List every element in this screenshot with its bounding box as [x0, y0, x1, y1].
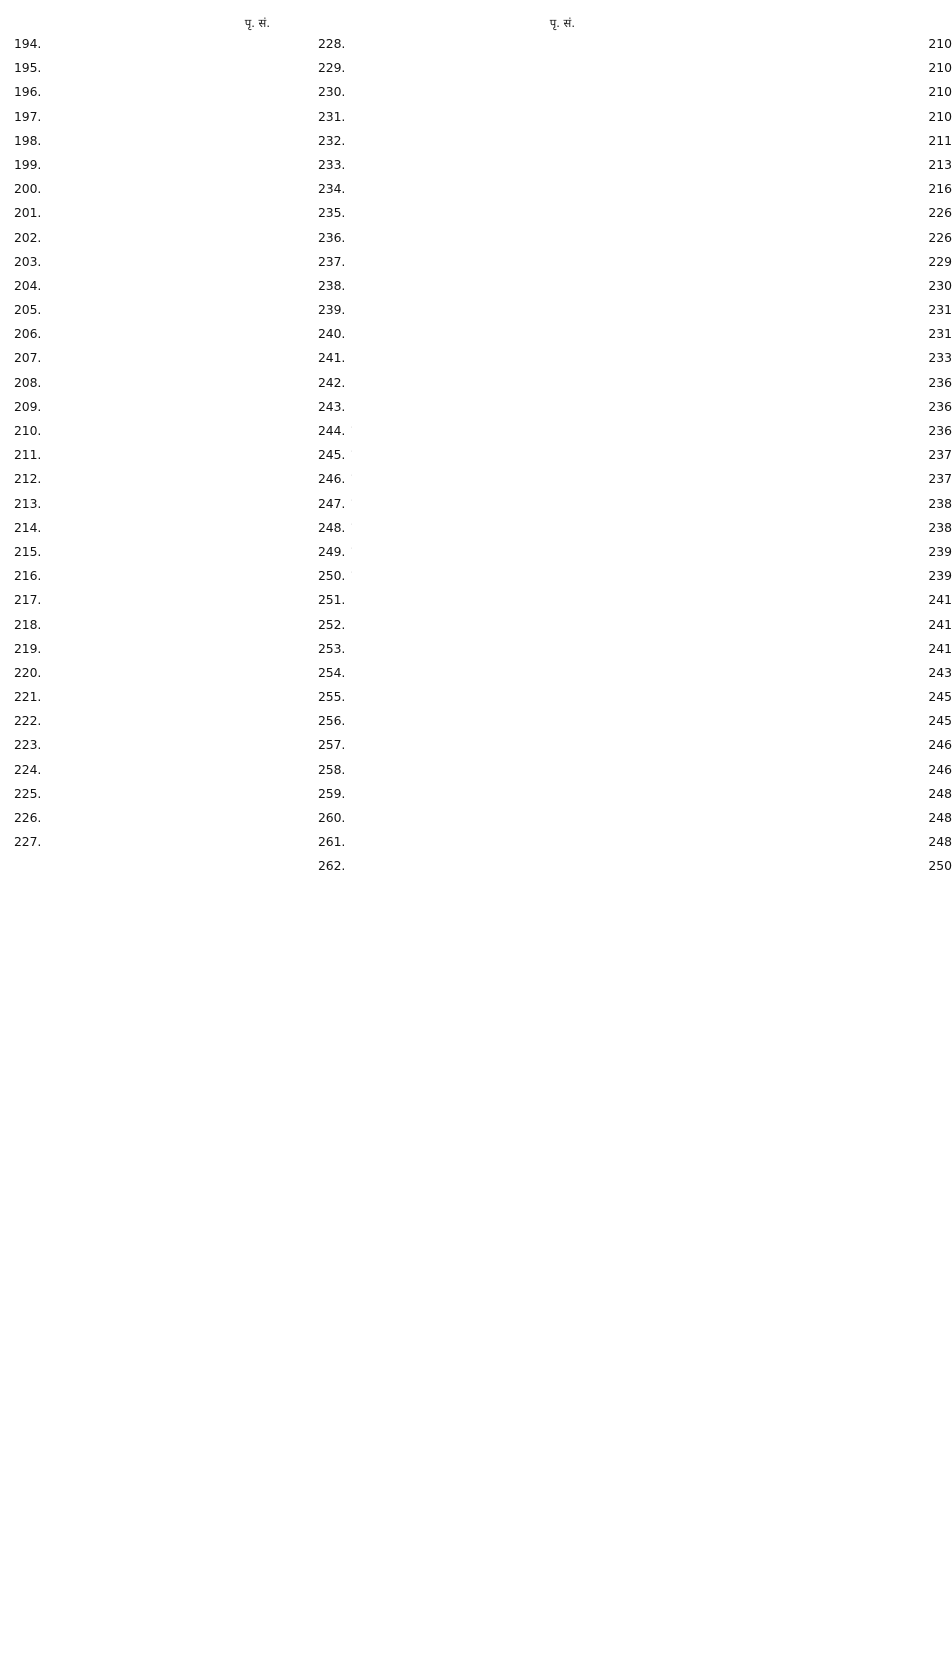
index-entry-page-number: 238	[352, 516, 952, 1340]
index-entry-number: 209.	[14, 398, 42, 414]
index-entry-number: 206.	[14, 326, 42, 342]
index-entry-number: 243.	[318, 398, 346, 414]
index-entry	[14, 129, 270, 153]
index-entry	[318, 443, 952, 467]
index-entry-page-number: 237	[352, 443, 952, 1267]
index-entry	[318, 250, 952, 274]
index-entry	[14, 322, 270, 346]
index-entry-page-number: 245	[352, 709, 952, 1533]
index-entry-page-number: 236	[352, 419, 952, 1243]
index-entry-page-number: 230	[352, 274, 952, 1098]
index-entry-number: 200.	[14, 181, 42, 197]
index-entry-number: 242.	[318, 374, 346, 390]
index-entry	[14, 637, 270, 661]
index-entry	[318, 201, 952, 225]
index-entry-number: 220.	[14, 664, 42, 680]
index-entry-page-number: 248	[352, 806, 952, 1630]
index-entry-page-number: 239	[352, 564, 952, 1388]
index-entry-number: 223.	[14, 737, 42, 753]
index-entry-number: 227.	[14, 834, 42, 850]
index-entry-page-number: 248	[352, 782, 952, 1606]
index-entry	[14, 80, 270, 104]
index-entry	[14, 492, 270, 516]
index-entry	[14, 298, 270, 322]
index-entry-number: 257.	[318, 737, 346, 753]
index-entry-page-number: 216	[352, 177, 952, 1001]
index-entry	[318, 105, 952, 129]
index-entry-number: 199.	[14, 156, 42, 172]
index-entry-number: 252.	[318, 616, 346, 632]
index-entry	[318, 709, 952, 733]
index-entry	[14, 250, 270, 274]
index-entry	[14, 56, 270, 80]
index-entry-number: 219.	[14, 640, 42, 656]
index-entry-number: 203.	[14, 253, 42, 269]
index-entry-number: 245.	[318, 447, 346, 463]
index-entry	[14, 177, 270, 201]
index-entry-page-number: 243	[352, 661, 952, 1485]
page-number-column-header-right: पृ. सं.	[549, 16, 575, 30]
index-entry-number: 233.	[318, 156, 346, 172]
index-entry	[14, 395, 270, 419]
index-entry-page-number: 245	[352, 685, 952, 1509]
index-entry-number: 239.	[318, 302, 346, 318]
index-entry-page-number: 241	[352, 637, 952, 1461]
page-number-column-header-left: पृ. सं.	[244, 16, 270, 30]
index-entry-page-number: 250	[352, 854, 952, 1678]
index-entry-number: 194.	[14, 36, 42, 51]
index-entry-number: 240.	[318, 326, 346, 342]
index-column-left	[0, 0, 300, 850]
index-entry-number: 251.	[318, 592, 346, 608]
index-entry-page-number: 229	[352, 250, 952, 1074]
index-entry-number: 234.	[318, 181, 346, 197]
index-entry	[14, 588, 270, 612]
index-entry-page-number: 246	[352, 758, 952, 1582]
index-entry	[14, 443, 270, 467]
index-entry-number: 216.	[14, 568, 42, 584]
index-entry	[318, 588, 952, 612]
index-entry	[318, 274, 952, 298]
index-entry-page-number: 233	[352, 346, 952, 1170]
index-entry	[14, 733, 270, 757]
index-entry	[318, 371, 952, 395]
index-entry-number: 248.	[318, 519, 346, 535]
index-entry	[318, 540, 952, 564]
index-entry-page-number: 211	[352, 129, 952, 953]
index-entry-number: 208.	[14, 374, 42, 390]
index-entry-number: 212.	[14, 471, 42, 487]
index-entry-number: 225.	[14, 785, 42, 801]
index-entry-number: 238.	[318, 277, 346, 293]
index-entry-number: 217.	[14, 592, 42, 608]
index-entry	[14, 346, 270, 370]
index-entry-number: 207.	[14, 350, 42, 366]
index-entry	[318, 516, 952, 540]
index-entry-page-number: 246	[352, 733, 952, 1557]
index-entry-number: 222.	[14, 713, 42, 729]
index-entry	[318, 661, 952, 685]
index-entry-number: 244.	[318, 423, 346, 438]
index-entry	[318, 419, 952, 443]
index-entry-number: 261.	[318, 834, 346, 850]
index-entry-page-number: 210	[352, 105, 952, 929]
index-entry	[318, 854, 952, 878]
index-entry-number: 202.	[14, 229, 42, 245]
index-entry	[318, 806, 952, 830]
index-entry	[318, 733, 952, 757]
index-entry-page-number: 239	[352, 540, 952, 1364]
index-entry	[14, 758, 270, 782]
index-entry	[318, 153, 952, 177]
index-entry-page-number: 210	[352, 56, 952, 880]
index-entry	[318, 32, 952, 56]
index-entry	[318, 322, 952, 346]
index-entry-number: 195.	[14, 60, 42, 76]
index-entry-page-number: 213	[352, 153, 952, 977]
index-entry	[318, 346, 952, 370]
index-entry	[14, 806, 270, 830]
index-entry-number: 235.	[318, 205, 346, 221]
index-entry-number: 197.	[14, 108, 42, 124]
index-entry	[14, 32, 270, 56]
index-entry-page-number: 231	[352, 298, 952, 1122]
index-entry-number: 214.	[14, 519, 42, 535]
index-entry	[318, 80, 952, 104]
index-entry	[14, 685, 270, 709]
index-entry-number: 246.	[318, 471, 346, 487]
index-entry	[318, 782, 952, 806]
index-entry-number: 259.	[318, 785, 346, 801]
index-entry-number: 255.	[318, 689, 346, 705]
index-entry-page-number: 241	[352, 588, 952, 1412]
index-entry	[14, 516, 270, 540]
index-entry	[14, 226, 270, 250]
index-entry	[14, 419, 270, 443]
index-entry-number: 224.	[14, 761, 42, 777]
index-entry-page-number: 231	[352, 322, 952, 1146]
index-entry-number: 231.	[318, 108, 346, 124]
index-entry-number: 247.	[318, 495, 346, 511]
index-entry-number: 241.	[318, 350, 346, 366]
index-entry	[318, 564, 952, 588]
index-entry-number: 250.	[318, 568, 346, 584]
index-column-right	[300, 0, 952, 874]
index-entry-number: 256.	[318, 713, 346, 729]
index-entry	[318, 129, 952, 153]
index-entry	[318, 492, 952, 516]
index-entry-number: 198.	[14, 132, 42, 148]
index-entry	[14, 782, 270, 806]
index-entry-page-number: 241	[352, 613, 952, 1437]
index-entry	[318, 637, 952, 661]
index-entry-page-number: 210	[352, 32, 952, 856]
index-entry-number: 201.	[14, 205, 42, 221]
index-entry-number: 204.	[14, 277, 42, 293]
index-entry	[14, 153, 270, 177]
index-entry-number: 236.	[318, 229, 346, 245]
index-entry	[14, 371, 270, 395]
index-entry	[14, 564, 270, 588]
index-entry-number: 226.	[14, 810, 42, 825]
index-entry-number: 213.	[14, 495, 42, 511]
index-entry-page-number: 226	[352, 201, 952, 1025]
index-entry	[14, 467, 270, 491]
index-entry	[14, 105, 270, 129]
index-entry-number: 218.	[14, 616, 42, 632]
index-entry-number: 230.	[318, 84, 346, 100]
index-entry-list-right	[318, 32, 952, 879]
index-entry-number: 211.	[14, 447, 42, 463]
index-entry-number: 215.	[14, 543, 42, 559]
index-entry	[14, 613, 270, 637]
index-entry	[14, 274, 270, 298]
index-entry	[318, 685, 952, 709]
index-entry-number: 205.	[14, 302, 42, 318]
index-entry	[318, 56, 952, 80]
index-entry-number: 254.	[318, 664, 346, 680]
index-entry-number: 232.	[318, 132, 346, 148]
index-entry-number: 262.	[318, 858, 346, 874]
index-entry	[318, 226, 952, 250]
index-entry-number: 196.	[14, 84, 42, 100]
index-entry	[318, 298, 952, 322]
index-entry-number: 258.	[318, 761, 346, 777]
index-entry	[14, 661, 270, 685]
index-entry-number: 221.	[14, 689, 42, 705]
index-entry	[318, 467, 952, 491]
index-entry-page-number: 236	[352, 395, 952, 1219]
index-entry-number: 210.	[14, 423, 42, 438]
index-entry-page-number: 210	[352, 80, 952, 904]
index-entry-number: 249.	[318, 543, 346, 559]
index-entry-list-left	[14, 32, 270, 854]
index-entry-page-number: 248	[352, 830, 952, 1654]
index-entry-page-number: 238	[352, 492, 952, 1316]
index-entry-page-number: 236	[352, 371, 952, 1195]
index-entry	[14, 830, 270, 854]
index-entry	[14, 709, 270, 733]
index-entry-number: 237.	[318, 253, 346, 269]
index-entry	[14, 201, 270, 225]
index-entry-page-number: 226	[352, 226, 952, 1050]
index-entry	[318, 395, 952, 419]
index-entry-number: 229.	[318, 60, 346, 76]
index-entry-number: 260.	[318, 810, 346, 825]
index-entry-number: 228.	[318, 36, 346, 51]
index-entry-page-number: 237	[352, 467, 952, 1291]
index-entry	[318, 758, 952, 782]
index-entry	[318, 177, 952, 201]
index-entry	[14, 540, 270, 564]
index-entry-number: 253.	[318, 640, 346, 656]
index-entry	[318, 613, 952, 637]
index-entry	[318, 830, 952, 854]
